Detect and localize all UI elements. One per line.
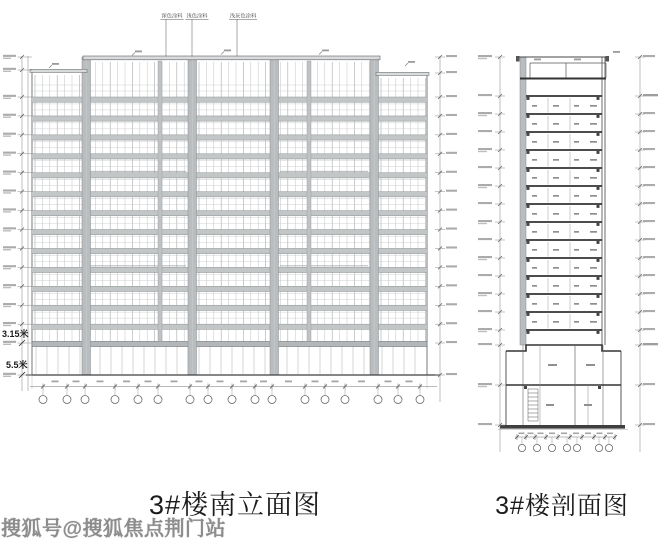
section-drawing bbox=[470, 0, 660, 478]
material-label: 浅色涂料 bbox=[186, 13, 208, 20]
axis-bubble bbox=[394, 396, 402, 404]
podium bbox=[506, 345, 621, 425]
material-label: 深色涂料 bbox=[161, 13, 183, 20]
axis-bubble bbox=[251, 396, 259, 404]
elevation-caption: 3#楼南立面图 bbox=[148, 490, 322, 520]
watermark: 搜狐号@搜狐焦点荆门站 bbox=[1, 518, 227, 540]
section-left-rail bbox=[478, 55, 505, 452]
axis-bubble bbox=[321, 396, 329, 404]
axis-bubble bbox=[341, 396, 349, 404]
axis-bubble bbox=[63, 396, 71, 404]
axis-bubble bbox=[533, 444, 540, 451]
axis-grid bbox=[30, 376, 437, 404]
section-axis-grid bbox=[515, 433, 617, 452]
axis-bubble bbox=[81, 396, 89, 404]
axis-bubble bbox=[605, 444, 612, 451]
left-dimension-rail bbox=[3, 55, 32, 391]
axis-bubble bbox=[301, 396, 309, 404]
axis-bubble bbox=[39, 396, 47, 404]
dimension-label-base-height: 5.5米 bbox=[6, 360, 28, 370]
ground-band bbox=[498, 425, 628, 429]
axis-bubble bbox=[268, 396, 276, 404]
roof-structures bbox=[516, 56, 609, 79]
axis-bubble bbox=[134, 396, 142, 404]
axis-bubble bbox=[186, 396, 194, 404]
material-annotations bbox=[161, 12, 258, 57]
floor-slabs bbox=[526, 96, 602, 334]
axis-bubble bbox=[374, 396, 382, 404]
axis-bubble bbox=[548, 444, 555, 451]
section-right-rail bbox=[613, 51, 658, 452]
axis-bubble bbox=[154, 396, 162, 404]
tower-walls bbox=[520, 57, 605, 345]
axis-bubble bbox=[111, 396, 119, 404]
right-dimension-rail bbox=[435, 55, 457, 402]
axis-bubble bbox=[228, 396, 236, 404]
dimension-label-floor-height: 3.15米 bbox=[2, 329, 29, 339]
axis-bubble bbox=[563, 444, 570, 451]
section-caption: 3#楼剖面图 bbox=[495, 492, 629, 520]
axis-bubble bbox=[204, 396, 212, 404]
axis-bubble bbox=[518, 444, 525, 451]
axis-bubble bbox=[595, 444, 602, 451]
axis-bubble bbox=[573, 444, 580, 451]
material-label: 浅灰色涂料 bbox=[229, 13, 257, 20]
axis-bubble bbox=[416, 396, 424, 404]
